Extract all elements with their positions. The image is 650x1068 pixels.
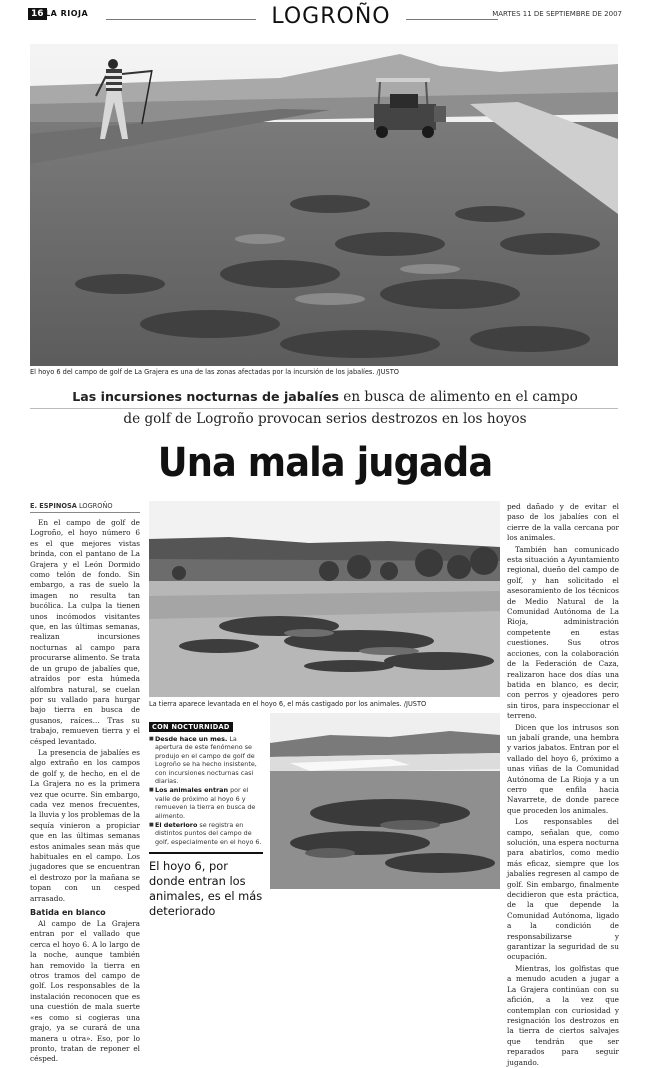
list-item-text: se registra en distintos puntos del campo de golf, especialmente en el hoyo 6. <box>155 821 262 846</box>
sidebar-box <box>149 714 263 919</box>
paragraph: Los responsables del campo, señalan que, como solución, una espera nocturna para abatirlos, como medio más eficaz, siempre que los jabalíes regresen al campo de golf. Sin embargo, finalmente decidieron que esta práctica, de la que depende la Comunidad Autónoma, ligado a la condición de responsabilizarse y garantizar la seguridad de su ocupación. <box>507 817 619 962</box>
list-item <box>149 821 263 846</box>
sidebar-list <box>149 735 263 846</box>
list-item <box>149 735 263 785</box>
paragraph: Al campo de La Grajera entran por el vallado que cerca el hoyo 6. A lo largo de la noche, aunque también han removido la tierra en otros tramos del campo de golf. Los responsables de la instalación reconocen que es una cuestión de mala suerte «es como si cogieras una grajo, ya se curará de una manera u otra». Eso, por lo pronto, tratan de reponer el césped. <box>30 919 140 1064</box>
issue-date: MARTES 11 DE SEPTIEMBRE DE 2007 <box>492 10 622 18</box>
sidebar-tag: CON NOCTURNIDAD <box>149 722 233 732</box>
second-photo <box>149 501 500 697</box>
subhead-rule <box>30 408 618 409</box>
paragraph: La presencia de jabalíes es algo extraño en los campos de golf y, de hecho, en el de La Grajera no es la primera vez que ocurre. Sin embargo, cada vez menos frecuentes, la lluvia y los problemas de la sequía vinieron a propiciar que en las últimas semanas estos animales sean más que habituales en el campo. Los jugadores que se encuentran el destrozo por la mañana se topan con un cesped arrasado. <box>30 747 140 903</box>
byline-author: E. ESPINOSA <box>30 502 77 510</box>
list-item-bold: Desde hace un mes. <box>155 735 228 743</box>
list-item-bold: El deterioro <box>155 821 198 830</box>
byline-place: LOGROÑO <box>78 502 113 510</box>
main-photo <box>30 44 618 366</box>
masthead-rule-right <box>406 19 498 20</box>
paragraph: ped dañado y de evitar el paso de los jabalíes con el cierre de la valla cercana por los animales. <box>507 502 619 543</box>
paragraph: Mientras, los golfistas que a menudo acuden a jugar a La Grajera continúan con su afición, a la vez que contemplan con curiosidad y resignación los destrozos en la tierra de ciertos salvajes que tendrán que ser reparados para seguir jugando. <box>507 963 619 1067</box>
second-photo-caption: La tierra aparece levantada en el hoyo 6, el más castigado por los animales. /JUSTO <box>149 700 427 708</box>
newspaper-name: LA RIOJA <box>45 9 89 18</box>
subhead-line2: de golf de Logroño provocan serios destrozos en los hoyos <box>123 411 527 427</box>
third-photo <box>270 713 500 889</box>
paragraph: Dicen que los intrusos son un jabalí grande, una hembra y varios jabatos. Entran por el vallado del hoyo 6, próximo a unas viñas de la Comunidad Autónoma de La Rioja y a un cerro que enfila hacia Navarrete, de donde parece que proceden los animales. <box>507 722 619 815</box>
subhead-bold: Las incursiones nocturnas de jabalíes <box>72 389 339 404</box>
masthead <box>28 6 622 28</box>
byline <box>30 502 140 513</box>
list-item-text: por el valle de próximo al hoyo 6 y remueven la tierra en busca de alimento. <box>155 786 256 820</box>
masthead-rule-left <box>106 19 256 20</box>
paragraph: En el campo de golf de Logroño, el hoyo número 6 es el que mejores vistas brinda, con el pantano de La Grajera y el León Dormido como telón de fondo. Sin embargo, a ras de suelo la imagen no resulta tan bucólica. La culpa la tienen unos incómodos visitantes que, en las últimas semanas, realizan incursiones nocturnas al campo para procurarse alimento. Se trata de un grupo de jabalíes que, atraídos por esta húmeda alfombra natural, se cuelan por su vallado para hurgar bajo tierra en busca de gusanos, raíces... Tras su trabajo, remueven tierra y el césped levantado. <box>30 518 140 746</box>
pullquote: El hoyo 6, por donde entran los animales, es el más deteriorado <box>149 852 263 919</box>
paragraph: También han comunicado esta situación a Ayuntamiento regional, dueño del campo de golf, y han solicitado el asesoramiento de los técnicos de Medio Natural de la Comunidad Autónoma de La Rioja, administración competente en estas cuestiones. Sus otros acciones, con la colaboración de la Federación de Caza, realizaron hace dos días una batida en blanco, es decir, con perros y ojeadores pero sin tiros, para inspeccionar el terreno. <box>507 544 619 721</box>
article-column-2 <box>507 502 619 1067</box>
article-column-1 <box>30 518 140 1064</box>
subhead-line1: en busca de alimento en el campo <box>338 389 578 405</box>
main-photo-caption: El hoyo 6 del campo de golf de La Grajera es una de las zonas afectadas por la incursión de los jabalíes. /JUSTO <box>30 368 399 376</box>
list-item <box>149 786 263 820</box>
section-title: LOGROÑO <box>271 4 391 29</box>
column-subheading: Batida en blanco <box>30 908 106 918</box>
headline: Una mala jugada <box>157 440 493 486</box>
page-number: 16 <box>28 8 47 20</box>
list-item-text: La apertura de este fenómeno se produjo en el campo de golf de Logroño se ha hecho insistente, con incursiones nocturnas casi diarias. <box>155 735 257 786</box>
list-item-bold: Los animales entran <box>155 786 229 795</box>
